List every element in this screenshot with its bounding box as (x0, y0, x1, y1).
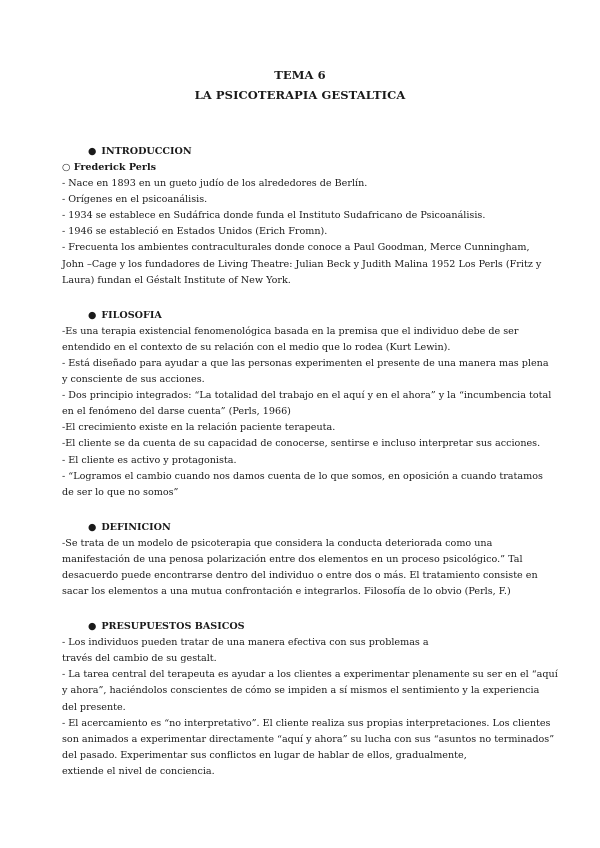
section-definicion (62, 520, 542, 600)
text-line: manifestación de una penosa polarización entre dos elementos en un proceso psicológico.” Tal (62, 553, 523, 565)
text-line: - La tarea central del terapeuta es ayudar a los clientes a experimentar plenamente su ser en el “aquí (62, 669, 558, 681)
text-line: -El cliente se da cuenta de su capacidad de conocerse, sentirse e incluso interpretar sus acciones. (62, 438, 541, 450)
text-line: - Orígenes en el psicoanálisis. (62, 194, 208, 206)
text-line: Laura) fundan el Géstalt Institute of New York. (62, 274, 291, 286)
text-line: sacar los elementos a una mutua confrontación e integrarlos. Filosofía de lo obvio (Perls, F.) (62, 586, 511, 598)
section-heading-label: DEFINICION (101, 521, 171, 533)
text-line: de ser lo que no somos” (62, 486, 179, 498)
text-line: son animados a experimentar directamente “aquí y ahora” su lucha con sus “asuntos no terminados” (62, 733, 555, 745)
text-line: John –Cage y los fundadores de Living Theatre: Julian Beck y Judith Malina 1952 Los Perls (Fritz y (62, 258, 542, 270)
text-line: entendido en el contexto de su relación con el medio que lo rodea (Kurt Lewin). (62, 341, 451, 353)
bullet-icon: ● (88, 521, 97, 533)
section-heading (88, 308, 542, 324)
bullet-icon: ● (88, 146, 97, 157)
bullet-icon: ● (88, 309, 97, 321)
text-line: - Frecuenta los ambientes contraculturales donde conoce a Paul Goodman, Merce Cunningham, (62, 242, 530, 254)
text-line: - 1946 se estableció en Estados Unidos (Erich Fromn). (62, 226, 328, 238)
text-line: - Está diseñado para ayudar a que las personas experimenten el presente de una manera mas plena (62, 357, 549, 369)
text-line: -Se trata de un modelo de psicoterapia que considera la conducta deteriorada como una (62, 537, 493, 549)
section-filosofia (62, 308, 552, 501)
text-line: en el fenómeno del darse cuenta” (Perls, 1966) (62, 406, 291, 418)
text-line: -El crecimiento existe en la relación paciente terapeuta. (62, 422, 336, 434)
text-line: del presente. (62, 701, 126, 713)
section-heading-label: INTRODUCCION (101, 146, 192, 157)
text-line: ○ Frederick Perls (62, 162, 157, 173)
section-heading (88, 520, 542, 536)
text-line: -Es una terapia existencial fenomenológica basada en la premisa que el individuo debe de ser (62, 325, 519, 337)
text-line: desacuerdo puede encontrarse dentro del individuo o entre dos o más. El tratamiento consiste en (62, 569, 538, 581)
text-line: extiende el nivel de conciencia. (62, 765, 215, 777)
section-heading (88, 144, 542, 160)
section-presupuestos-basicos (62, 619, 558, 780)
text-line: - Los individuos pueden tratar de una manera efectiva con sus problemas a (62, 637, 429, 649)
text-line: - Dos principio integrados: “La totalidad del trabajo en el aquí y en el ahora” y la “incumbencia total (62, 390, 552, 402)
text-line: - “Logramos el cambio cuando nos damos cuenta de lo que somos, en oposición a cuando tratamos (62, 470, 543, 482)
document-body (62, 144, 558, 780)
section-heading-label: FILOSOFIA (101, 309, 162, 321)
text-line: - El cliente es activo y protagonista. (62, 454, 237, 466)
document-title: LA PSICOTERAPIA GESTALTICA (194, 88, 406, 102)
section-introduccion (62, 144, 542, 289)
text-line: - Nace en 1893 en un gueto judío de los alrededores de Berlín. (62, 178, 368, 190)
section-heading-label: PRESUPUESTOS BASICOS (101, 621, 245, 633)
text-line: - 1934 se establece en Sudáfrica donde funda el Instituto Sudafricano de Psicoanálisis. (62, 210, 486, 222)
text-line: través del cambio de su gestalt. (62, 653, 217, 665)
section-heading (88, 619, 542, 635)
text-line: y ahora”, haciéndolos conscientes de cómo se impiden a sí mismos el sentimiento y la experiencia (62, 685, 540, 697)
document-title-number: TEMA 6 (274, 68, 326, 82)
bullet-icon: ● (88, 621, 97, 633)
text-line: - El acercamiento es “no interpretativo”. El cliente realiza sus propias interpretaciones. Los clientes (62, 717, 551, 729)
text-line: del pasado. Experimentar sus conflictos en lugar de hablar de ellos, gradualmente, (62, 749, 467, 761)
text-line: y consciente de sus acciones. (62, 374, 205, 386)
